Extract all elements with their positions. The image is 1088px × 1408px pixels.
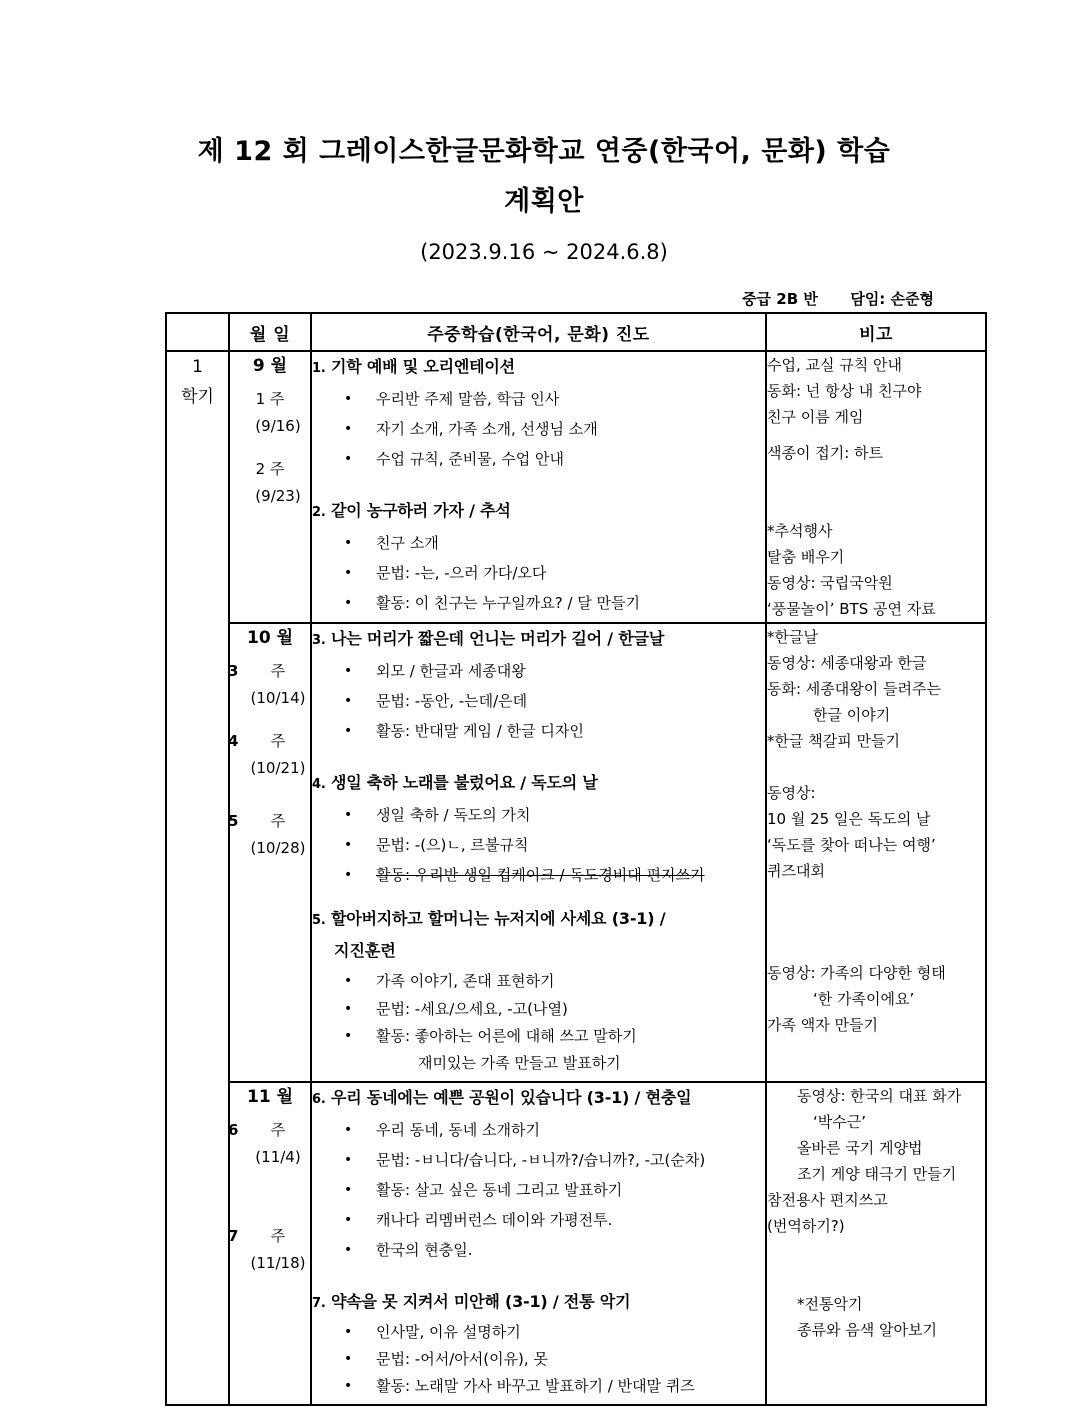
remark-line: ‘박수근’	[813, 1113, 867, 1131]
list-item: • 활동: 좋아하는 어른에 대해 쓰고 말하기	[336, 1023, 765, 1050]
list-item: • 친구 소개	[336, 528, 765, 558]
week-date: (10/21)	[250, 759, 306, 777]
spacer	[230, 1205, 310, 1223]
week-block	[230, 386, 310, 440]
unit-title	[312, 1083, 765, 1115]
remark-line: 탈춤 배우기	[767, 548, 845, 566]
week-date: (10/28)	[250, 839, 306, 857]
week-row	[230, 1117, 310, 1143]
month-name: 9 월	[252, 356, 288, 376]
remark-line: 올바른 국기 게양법	[797, 1139, 923, 1157]
remark-line: 동영상: 한국의 대표 화가	[797, 1087, 962, 1105]
list-item-strikethrough: 활동: 우리반 생일 컵케이크 / 독도경비대 편지쓰기	[376, 866, 705, 884]
week-label: 주	[270, 662, 286, 680]
week-date: (9/16)	[255, 417, 301, 435]
page-title-line2: 계획안	[504, 186, 584, 217]
remark-line: (번역하기?)	[767, 1217, 845, 1235]
progress-cell	[311, 1082, 766, 1405]
unit-number: 5.	[312, 913, 326, 928]
list-item: • 문법: -어서/아서(이유), 못	[336, 1346, 765, 1373]
unit-title-text: 나는 머리가 짧은데 언니는 머리가 길어 / 한글날	[330, 629, 665, 648]
week-row	[230, 658, 310, 684]
unit-number: 6.	[312, 1092, 326, 1107]
week-number: 4	[228, 732, 239, 750]
spacer	[767, 1239, 985, 1291]
remarks-cell	[766, 623, 986, 1082]
week-label: 주	[270, 812, 286, 830]
remark-line: 동영상:	[767, 784, 816, 802]
remark-line: 친구 이름 게임	[767, 408, 864, 426]
unit-title-text: 우리 동네에는 예쁜 공원이 있습니다 (3-1) / 현충일	[330, 1088, 692, 1107]
month-name: 11 월	[247, 1087, 293, 1107]
unit-title	[312, 1287, 765, 1319]
progress-cell	[311, 623, 766, 1082]
spacer	[767, 430, 985, 440]
month-week-cell	[229, 623, 311, 1082]
table-row	[166, 1082, 986, 1405]
lesson-unit	[312, 904, 765, 1077]
month-week-cell	[229, 1082, 311, 1405]
list-item: • 인사말, 이유 설명하기	[336, 1319, 765, 1346]
remark-line: 색종이 접기: 하트	[767, 444, 884, 462]
unit-title	[312, 496, 765, 528]
progress-cell	[311, 351, 766, 623]
month-week-cell	[229, 351, 311, 623]
week-number: 6	[228, 1121, 239, 1139]
week-number: 3	[228, 662, 239, 680]
week-label: 주	[270, 1227, 286, 1245]
list-item: • 문법: -(으)ㄴ, 르불규칙	[336, 830, 765, 860]
header-remarks: 비고	[766, 313, 986, 351]
list-item: • 활동: 노래말 가사 바꾸고 발표하기 / 반대말 퀴즈	[336, 1373, 765, 1400]
list-item: • 생일 축하 / 독도의 가치	[336, 800, 765, 830]
remarks-cell	[766, 351, 986, 623]
remark-line: 한글 이야기	[813, 706, 891, 724]
list-item: • 문법: -동안, -는데/은데	[336, 686, 765, 716]
list-item	[336, 860, 765, 890]
remark-line: 동영상: 국립국악원	[767, 574, 893, 592]
spacer	[230, 798, 310, 808]
list-item: • 문법: -세요/으세요, -고(나열)	[336, 996, 765, 1023]
month-name: 10 월	[247, 628, 293, 648]
unit-title	[312, 904, 765, 936]
remark-line: 가족 액자 만들기	[767, 1016, 878, 1034]
table-row	[166, 351, 986, 623]
list-item: • 우리 동네, 동네 소개하기	[336, 1115, 765, 1145]
remark-line: 동화: 넌 항상 내 친구야	[767, 382, 922, 400]
unit-number: 2.	[312, 505, 326, 520]
lesson-unit	[312, 768, 765, 890]
unit-number: 7.	[312, 1296, 326, 1311]
spacer	[312, 750, 765, 768]
lesson-unit	[312, 352, 765, 474]
week-label: 1 주	[255, 390, 285, 408]
week-row	[230, 728, 310, 754]
class-label: 중급 2B 반	[742, 290, 818, 308]
lesson-unit	[312, 624, 765, 746]
list-item: • 수업 규칙, 준비물, 수업 안내	[336, 444, 765, 474]
spacer	[767, 466, 985, 518]
week-row	[230, 456, 310, 482]
unit-title	[312, 624, 765, 656]
unit-title	[312, 352, 765, 384]
week-label: 주	[270, 732, 286, 750]
week-date: (11/18)	[250, 1254, 306, 1272]
table-row	[166, 623, 986, 1082]
remark-line: ‘한 가족이에요’	[813, 990, 915, 1008]
week-row	[230, 386, 310, 412]
week-block	[230, 808, 310, 862]
remark-line: 참전용사 편지쓰고	[767, 1191, 888, 1209]
remark-line: *한글 책갈피 만들기	[767, 732, 900, 750]
list-item: • 활동: 살고 싶은 동네 그리고 발표하기	[336, 1175, 765, 1205]
lesson-unit	[312, 1083, 765, 1265]
list-item: • 외모 / 한글과 세종대왕	[336, 656, 765, 686]
week-date: (9/23)	[255, 487, 301, 505]
remark-line: ‘풍물놀이’ BTS 공연 자료	[767, 600, 936, 618]
remark-line: *추석행사	[767, 522, 833, 540]
unit-bullet-list	[312, 384, 765, 474]
week-block	[230, 1117, 310, 1171]
week-number: 7	[228, 1227, 239, 1245]
unit-number: 3.	[312, 633, 326, 648]
unit-bullet-list	[312, 656, 765, 746]
header-progress: 주중학습(한국어, 문화) 진도	[311, 313, 766, 351]
remark-line: *한글날	[767, 628, 818, 646]
lesson-unit	[312, 496, 765, 618]
unit-title-text: 생일 축하 노래를 불렀어요 / 독도의 날	[330, 773, 598, 792]
unit-bullet-list	[312, 1115, 765, 1265]
unit-title-text: 기학 예배 및 오리엔테이션	[330, 357, 515, 376]
class-teacher-line	[0, 288, 934, 309]
page-title-line1: 제 12 회 그레이스한글문화학교 연중(한국어, 문화) 학습	[197, 136, 891, 167]
title-block	[0, 128, 1088, 272]
remark-line: 10 월 25 일은 독도의 날	[767, 810, 931, 828]
week-row	[230, 1223, 310, 1249]
list-item: • 활동: 이 친구는 누구일까요? / 달 만들기	[336, 588, 765, 618]
list-item: • 한국의 현충일.	[336, 1235, 765, 1265]
unit-bullet-list	[312, 966, 765, 1050]
unit-number: 1.	[312, 361, 326, 376]
remark-line: 종류와 음색 알아보기	[797, 1321, 937, 1339]
list-item: • 문법: -ㅂ니다/습니다, -ㅂ니까?/습니까?, -고(순차)	[336, 1145, 765, 1175]
list-item: • 가족 이야기, 존대 표현하기	[336, 966, 765, 996]
semester-cell	[166, 351, 229, 1405]
list-item: • 자기 소개, 가족 소개, 선생님 소개	[336, 414, 765, 444]
remark-line: 조기 게양 태극기 만들기	[797, 1165, 957, 1183]
table-header-row	[166, 313, 986, 351]
spacer	[767, 754, 985, 780]
header-month-day: 월 일	[229, 313, 311, 351]
unit-bullet-list	[312, 800, 765, 890]
remark-line: 동화: 세종대왕이 들려주는	[767, 680, 941, 698]
remark-line: ‘독도를 찾아 떠나는 여행’	[767, 836, 936, 854]
unit-title-text: 약속을 못 지켜서 미안해 (3-1) / 전통 악기	[330, 1292, 631, 1311]
remark-line: 퀴즈대회	[767, 862, 825, 880]
unit-title-continuation: 지진훈련	[334, 941, 396, 960]
week-label: 2 주	[255, 460, 285, 478]
week-block	[230, 456, 310, 510]
unit-title-text: 할아버지하고 할머니는 뉴저지에 사세요 (3-1) /	[330, 909, 666, 928]
week-number: 5	[228, 812, 239, 830]
yearly-plan-table	[165, 312, 987, 1406]
spacer	[767, 884, 985, 960]
semester-word: 학기	[181, 387, 214, 407]
week-row	[230, 808, 310, 834]
unit-number: 4.	[312, 777, 326, 792]
list-item: • 활동: 반대말 게임 / 한글 디자인	[336, 716, 765, 746]
list-item: • 문법: -는, -으러 가다/오다	[336, 558, 765, 588]
remark-line: 수업, 교실 규칙 안내	[767, 356, 902, 374]
list-item: • 캐나다 리멤버런스 데이와 가평전투.	[336, 1205, 765, 1235]
week-block	[230, 1223, 310, 1277]
spacer	[312, 894, 765, 904]
week-date: (10/14)	[250, 689, 306, 707]
spacer	[230, 1187, 310, 1205]
unit-title-text: 같이 농구하러 가자 / 추석	[330, 501, 511, 520]
teacher-label: 담임: 손준형	[850, 290, 934, 308]
header-semester	[166, 313, 229, 351]
unit-bullet-list	[312, 528, 765, 618]
remark-line: *전통악기	[797, 1295, 863, 1313]
page-subtitle-date-range: (2023.9.16 ~ 2024.6.8)	[420, 240, 668, 264]
remarks-cell	[766, 1082, 986, 1405]
unit-title	[312, 768, 765, 800]
semester-number: 1	[192, 357, 203, 377]
remark-line: 동영상: 가족의 다양한 형태	[767, 964, 946, 982]
remark-line: 동영상: 세종대왕과 한글	[767, 654, 927, 672]
spacer	[312, 1269, 765, 1287]
week-date: (11/4)	[255, 1148, 301, 1166]
unit-sub-line: 재미있는 가족 만들고 발표하기	[418, 1054, 621, 1072]
list-item: • 우리반 주제 말씀, 학급 인사	[336, 384, 765, 414]
week-label: 주	[270, 1121, 286, 1139]
spacer	[312, 478, 765, 496]
unit-bullet-list	[312, 1319, 765, 1400]
lesson-unit	[312, 1287, 765, 1400]
week-block	[230, 728, 310, 782]
week-block	[230, 658, 310, 712]
